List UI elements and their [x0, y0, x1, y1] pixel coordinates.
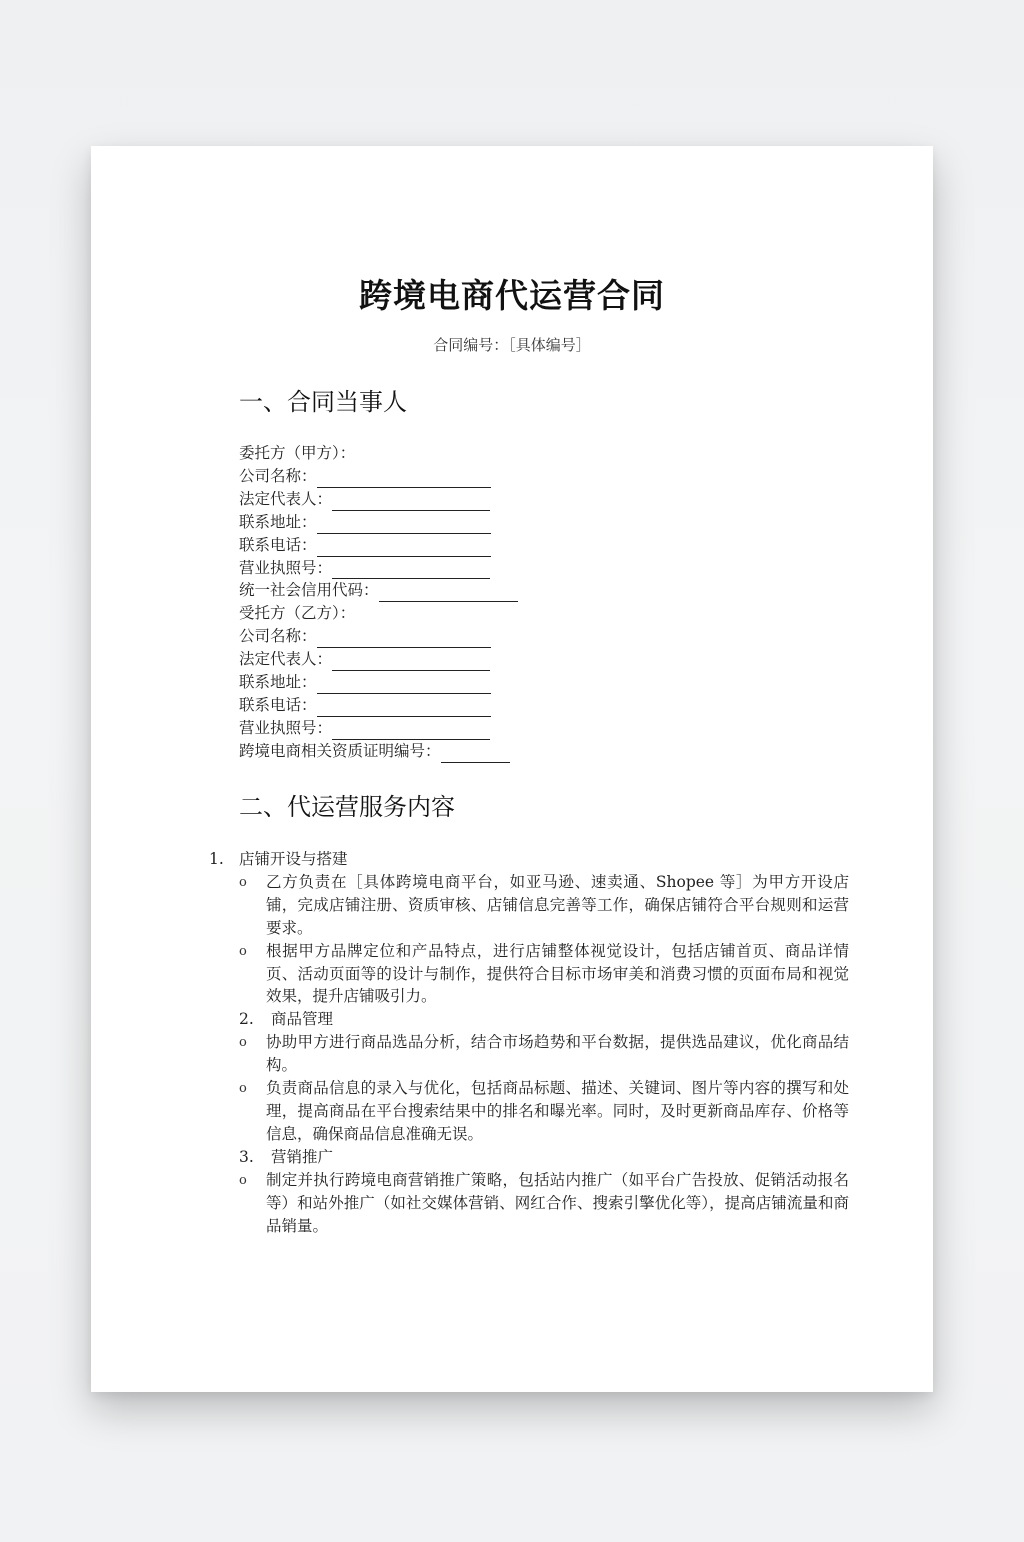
list-item-marketing — [209, 1146, 849, 1169]
list-item — [209, 1031, 849, 1077]
party-b-qualification-field[interactable] — [239, 740, 518, 763]
party-a-phone-field[interactable] — [239, 534, 518, 557]
blank-line[interactable] — [441, 745, 510, 763]
party-b-label: 受托方（乙方）： — [239, 604, 356, 623]
field-label: 法定代表人： — [239, 650, 333, 669]
bullet-text: 根据甲方品牌定位和产品特点，进行店铺整体视觉设计，包括店铺首页、商品详情页、活动页面等的设计与制作，提供符合目标市场审美和消费习惯的页面布局和视觉效果，提升店铺吸引力。 — [266, 941, 849, 1006]
blank-line[interactable] — [379, 584, 518, 602]
list-item — [209, 871, 849, 940]
services-list — [209, 848, 849, 1237]
blank-line[interactable] — [332, 493, 490, 511]
field-label: 联系地址： — [239, 512, 317, 531]
party-a-address-field[interactable] — [239, 511, 518, 534]
circle-bullet-icon: o — [239, 874, 247, 890]
blank-line[interactable] — [317, 539, 491, 557]
blank-line[interactable] — [332, 653, 490, 671]
contract-page — [91, 146, 933, 1392]
item-title: 营销推广 — [271, 1147, 334, 1166]
list-item-store-setup — [209, 848, 849, 871]
list-item-product-management — [209, 1008, 849, 1031]
field-label: 营业执照号： — [239, 558, 333, 577]
party-a-legal-rep-field[interactable] — [239, 488, 518, 511]
field-label: 法定代表人： — [239, 489, 333, 508]
circle-bullet-icon: o — [239, 1172, 247, 1188]
list-item — [209, 1077, 849, 1146]
field-label: 公司名称： — [239, 627, 317, 646]
field-label: 联系电话： — [239, 535, 317, 554]
party-b-address-field[interactable] — [239, 671, 518, 694]
circle-bullet-icon: o — [239, 1035, 247, 1051]
blank-line[interactable] — [317, 699, 491, 717]
blank-line[interactable] — [332, 561, 490, 579]
party-b-license-field[interactable] — [239, 717, 518, 740]
field-label: 统一社会信用代码： — [239, 581, 379, 600]
bullet-text: 协助甲方进行商品选品分析，结合市场趋势和平台数据，提供选品建议，优化商品结构。 — [266, 1033, 849, 1075]
bullet-text: 负责商品信息的录入与优化，包括商品标题、描述、关键词、图片等内容的撰写和处理，提高商品在平台搜索结果中的排名和曝光率。同时，及时更新商品库存、价格等信息，确保商品信息准确无误。 — [266, 1079, 849, 1143]
blank-line[interactable] — [317, 516, 491, 534]
blank-line[interactable] — [317, 676, 491, 694]
party-b-company-name-field[interactable] — [239, 625, 518, 648]
party-a-company-name-field[interactable] — [239, 465, 518, 488]
bullet-text: 乙方负责在［具体跨境电商平台，如亚马逊、速卖通、Shopee 等］为甲方开设店铺，完成店铺注册、资质审核、店铺信息完善等工作，确保店铺符合平台规则和运营要求。 — [266, 872, 849, 937]
party-a-license-field[interactable] — [239, 557, 518, 580]
item-title: 店铺开设与搭建 — [239, 850, 348, 868]
field-label: 联系电话： — [239, 695, 317, 714]
section-heading-parties: 一、合同当事人 — [239, 388, 407, 416]
item-title: 商品管理 — [271, 1010, 334, 1029]
field-label: 公司名称： — [239, 466, 317, 485]
field-label: 营业执照号： — [239, 718, 333, 737]
circle-bullet-icon: o — [239, 1081, 247, 1097]
contract-number: 合同编号：［具体编号］ — [433, 336, 591, 354]
item-number: 1. — [209, 850, 224, 868]
item-number: 3. — [239, 1147, 254, 1166]
field-label: 联系地址： — [239, 673, 317, 692]
document-title: 跨境电商代运营合同 — [359, 276, 665, 315]
item-number: 2. — [239, 1010, 254, 1029]
list-item — [209, 940, 849, 1009]
blank-line[interactable] — [317, 630, 491, 648]
party-a-label: 委托方（甲方）： — [239, 444, 356, 462]
bullet-text: 制定并执行跨境电商营销推广策略，包括站内推广（如平台广告投放、促销活动报名等）和站外推广（如社交媒体营销、网红合作、搜索引擎优化等），提高店铺流量和商品销量。 — [266, 1170, 849, 1235]
circle-bullet-icon: o — [239, 943, 247, 959]
party-b-phone-field[interactable] — [239, 694, 518, 717]
list-item — [209, 1169, 849, 1238]
blank-line[interactable] — [317, 470, 491, 488]
blank-line[interactable] — [332, 722, 490, 740]
party-a-credit-code-field[interactable] — [239, 579, 518, 602]
section-heading-services: 二、代运营服务内容 — [239, 793, 455, 821]
party-b-legal-rep-field[interactable] — [239, 648, 518, 671]
parties-block — [239, 442, 518, 763]
field-label: 跨境电商相关资质证明编号： — [239, 741, 441, 760]
